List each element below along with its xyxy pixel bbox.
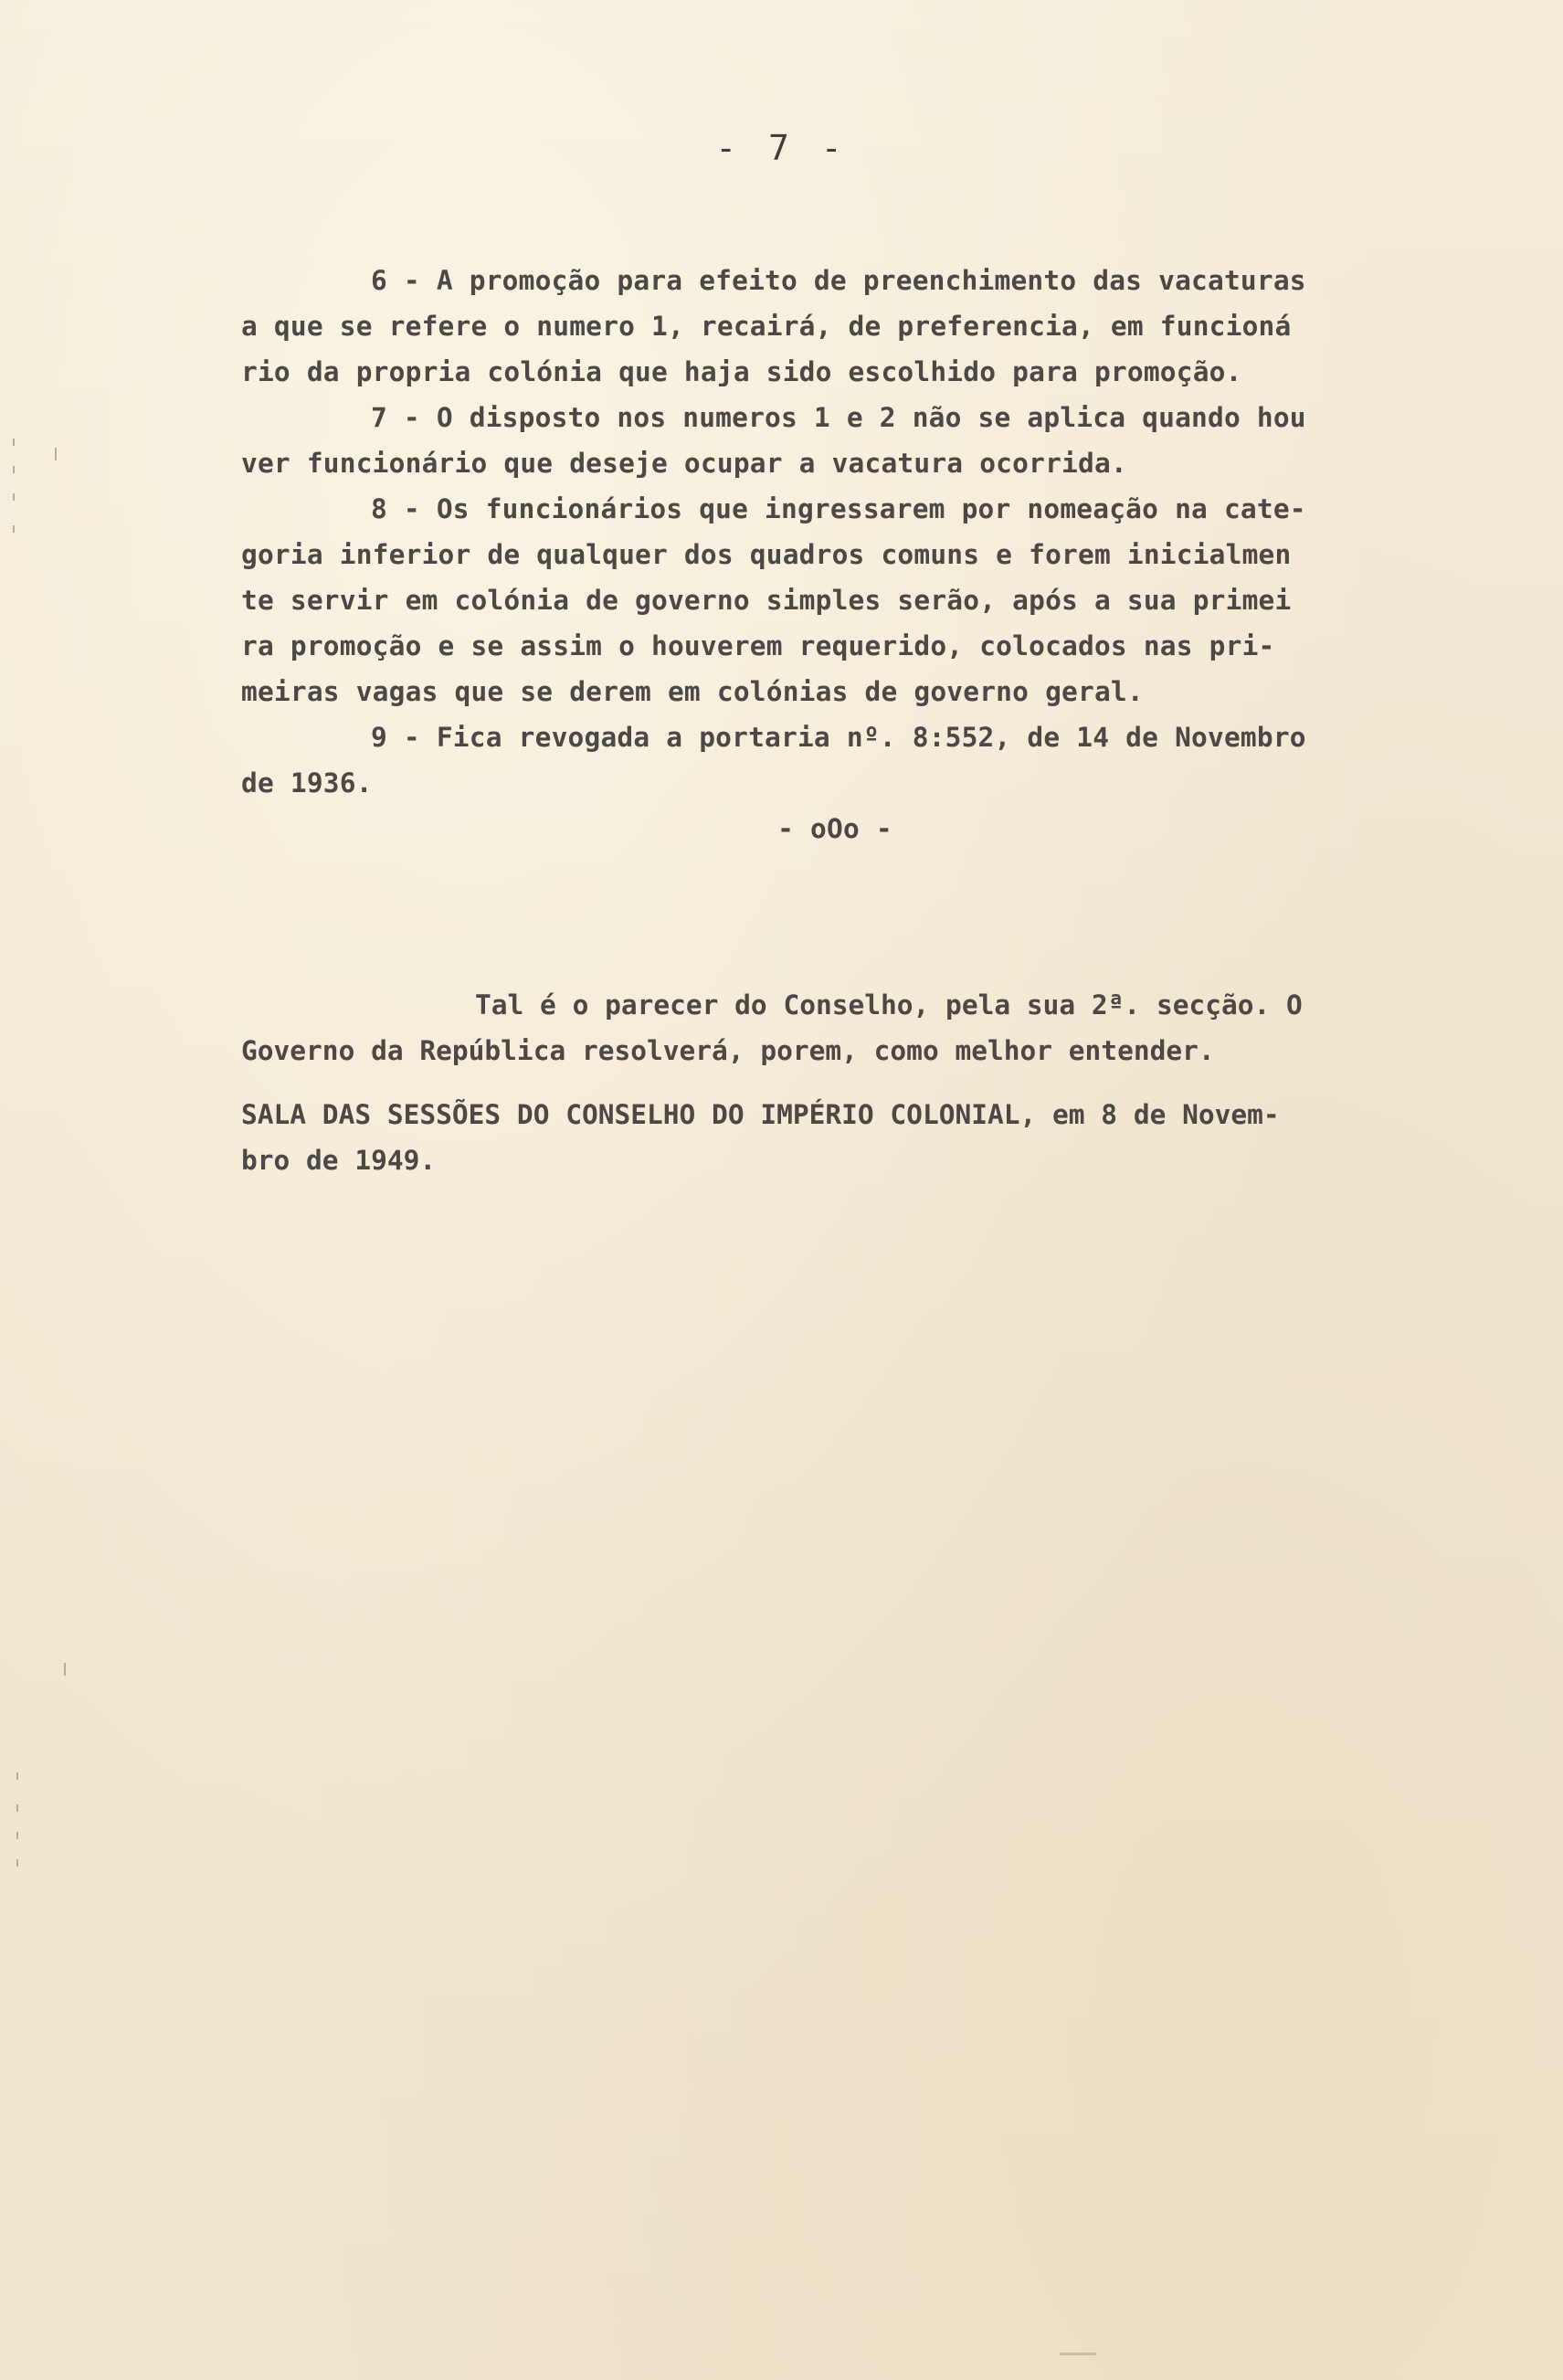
margin-mark: [13, 439, 15, 446]
paragraph-9-line-1: 9 - Fica revogada a portaria nº. 8:552, de 14 de Novembro: [371, 722, 1306, 753]
signature-line-2: bro de 1949.: [241, 1145, 437, 1176]
margin-mark: [13, 466, 15, 473]
paper-mark: [1060, 2353, 1096, 2355]
margin-mark: [55, 448, 57, 460]
opinion-line-2: Governo da República resolverá, porem, como melhor entender.: [241, 1035, 1215, 1066]
margin-mark: [16, 1772, 18, 1780]
paragraph-7-line-1: 7 - O disposto nos numeros 1 e 2 não se aplica quando hou: [371, 402, 1306, 433]
paragraph-8-line-3: te servir em colónia de governo simples serão, após a sua primei: [241, 585, 1292, 616]
signature-line-1: SALA DAS SESSÕES DO CONSELHO DO IMPÉRIO COLONIAL, em 8 de Novem-: [241, 1099, 1280, 1130]
margin-mark: [13, 525, 15, 533]
spacer: [241, 1074, 1447, 1092]
margin-mark: [16, 1859, 18, 1867]
margin-mark: [64, 1663, 66, 1676]
section-separator: - oOo -: [777, 813, 892, 844]
paragraph-6-line-1: 6 - A promoção para efeito de preenchimento das vacaturas: [371, 265, 1306, 296]
opinion-line-1: Tal é o parecer do Conselho, pela sua 2ª. secção. O: [475, 989, 1303, 1021]
margin-mark: [16, 1804, 18, 1812]
paragraph-6-line-3: rio da propria colónia que haja sido escolhido para promoção.: [241, 356, 1242, 387]
closing-block: [241, 982, 1447, 1183]
paragraph-8-line-5: meiras vagas que se derem em colónias de governo geral.: [241, 676, 1144, 707]
margin-mark: [16, 1832, 18, 1839]
margin-mark: [13, 493, 15, 501]
paragraph-8-line-1: 8 - Os funcionários que ingressarem por nomeação na cate-: [371, 493, 1306, 524]
document-body: [241, 258, 1447, 852]
paragraph-8-line-2: goria inferior de qualquer dos quadros comuns e forem inicialmen: [241, 539, 1292, 570]
paragraph-6-line-2: a que se refere o numero 1, recairá, de preferencia, em funcioná: [241, 311, 1292, 342]
paragraph-7-line-2: ver funcionário que deseje ocupar a vacatura ocorrida.: [241, 448, 1127, 479]
page-number: - 7 -: [715, 128, 848, 168]
paragraph-8-line-4: ra promoção e se assim o houverem requerido, colocados nas pri-: [241, 630, 1275, 661]
paragraph-9-line-2: de 1936.: [241, 767, 373, 799]
